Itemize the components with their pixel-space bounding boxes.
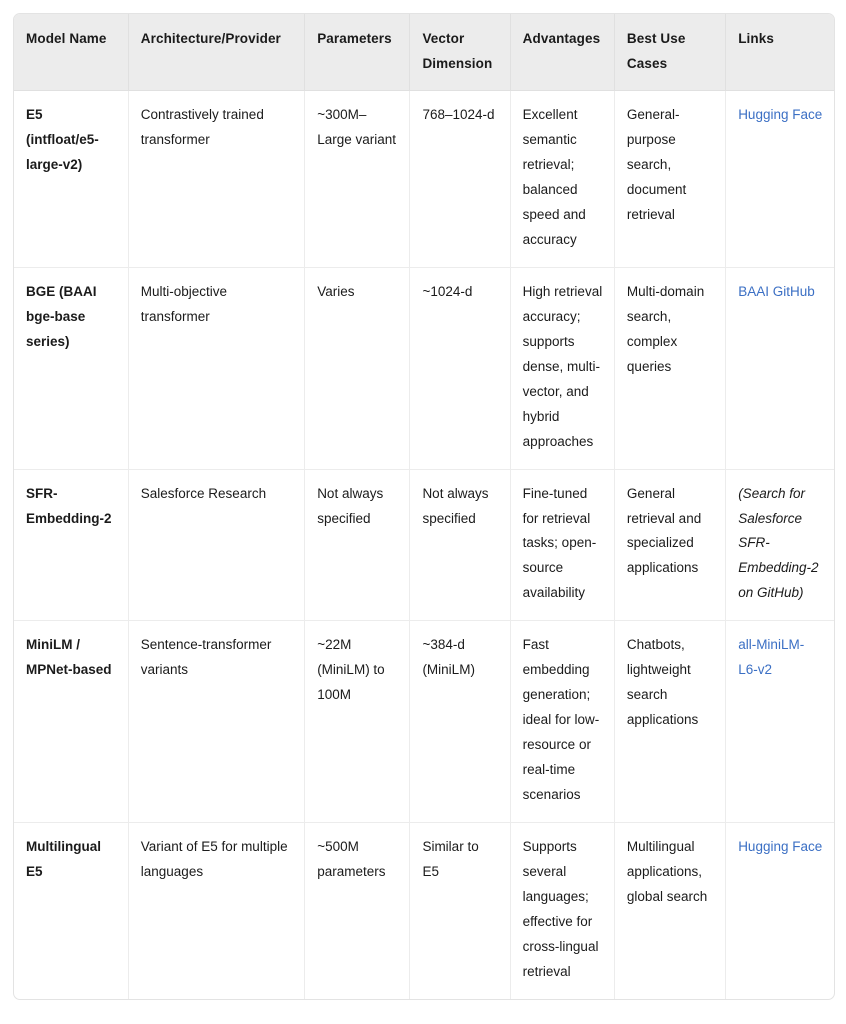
cell-links bbox=[726, 621, 834, 823]
column-header-advantages: Advantages bbox=[510, 14, 614, 90]
cell-advantages: Fine-tuned for retrieval tasks; open-source availability bbox=[510, 469, 614, 621]
links-note: (Search for Salesforce SFR-Embedding-2 on GitHub) bbox=[738, 485, 819, 601]
cell-best-use-cases: General retrieval and specialized applications bbox=[614, 469, 725, 621]
cell-vector-dimension: ~384-d (MiniLM) bbox=[410, 621, 510, 823]
column-header-best-use-cases: Best Use Cases bbox=[614, 14, 725, 90]
cell-architecture: Sentence-transformer variants bbox=[128, 621, 304, 823]
cell-architecture: Multi-objective transformer bbox=[128, 267, 304, 469]
cell-advantages: Fast embedding generation; ideal for low-resource or real-time scenarios bbox=[510, 621, 614, 823]
column-header-vector-dimension: Vector Dimension bbox=[410, 14, 510, 90]
cell-architecture: Contrastively trained transformer bbox=[128, 90, 304, 267]
table-container bbox=[13, 13, 835, 1000]
cell-vector-dimension: 768–1024-d bbox=[410, 90, 510, 267]
cell-best-use-cases: Multilingual applications, global search bbox=[614, 823, 725, 999]
link-all-minilm-l6-v2[interactable]: all-MiniLM-L6-v2 bbox=[738, 637, 805, 678]
cell-links bbox=[726, 823, 834, 999]
cell-advantages: Supports several languages; effective for cross-lingual retrieval bbox=[510, 823, 614, 999]
cell-model-name: BGE (BAAI bge-base series) bbox=[14, 267, 128, 469]
table-row bbox=[14, 267, 834, 469]
cell-model-name: SFR-Embedding-2 bbox=[14, 469, 128, 621]
cell-advantages: Excellent semantic retrieval; balanced speed and accuracy bbox=[510, 90, 614, 267]
cell-parameters: Varies bbox=[305, 267, 410, 469]
column-header-links: Links bbox=[726, 14, 834, 90]
column-header-architecture-provider: Architecture/Provider bbox=[128, 14, 304, 90]
link-hugging-face[interactable]: Hugging Face bbox=[738, 106, 823, 122]
cell-architecture: Salesforce Research bbox=[128, 469, 304, 621]
cell-parameters: ~500M parameters bbox=[305, 823, 410, 999]
cell-parameters: ~300M–Large variant bbox=[305, 90, 410, 267]
link-hugging-face[interactable]: Hugging Face bbox=[738, 839, 823, 855]
cell-best-use-cases: Chatbots, lightweight search applications bbox=[614, 621, 725, 823]
table-row bbox=[14, 90, 834, 267]
table-header bbox=[14, 14, 834, 90]
cell-links bbox=[726, 267, 834, 469]
cell-advantages: High retrieval accuracy; supports dense, multi-vector, and hybrid approaches bbox=[510, 267, 614, 469]
column-header-model-name: Model Name bbox=[14, 14, 128, 90]
cell-vector-dimension: Similar to E5 bbox=[410, 823, 510, 999]
cell-parameters: ~22M (MiniLM) to 100M bbox=[305, 621, 410, 823]
table-row bbox=[14, 469, 834, 621]
header-row bbox=[14, 14, 834, 90]
table-row bbox=[14, 621, 834, 823]
column-header-parameters: Parameters bbox=[305, 14, 410, 90]
link-baai-github[interactable]: BAAI GitHub bbox=[738, 283, 815, 299]
cell-parameters: Not always specified bbox=[305, 469, 410, 621]
cell-best-use-cases: Multi-domain search, complex queries bbox=[614, 267, 725, 469]
cell-model-name: MiniLM / MPNet-based bbox=[14, 621, 128, 823]
cell-links bbox=[726, 469, 834, 621]
embedding-models-comparison-table bbox=[14, 14, 834, 999]
cell-links bbox=[726, 90, 834, 267]
cell-best-use-cases: General-purpose search, document retrieval bbox=[614, 90, 725, 267]
cell-vector-dimension: Not always specified bbox=[410, 469, 510, 621]
table-body bbox=[14, 90, 834, 999]
cell-vector-dimension: ~1024-d bbox=[410, 267, 510, 469]
cell-architecture: Variant of E5 for multiple languages bbox=[128, 823, 304, 999]
cell-model-name: Multilingual E5 bbox=[14, 823, 128, 999]
table-row bbox=[14, 823, 834, 999]
cell-model-name: E5 (intfloat/e5-large-v2) bbox=[14, 90, 128, 267]
